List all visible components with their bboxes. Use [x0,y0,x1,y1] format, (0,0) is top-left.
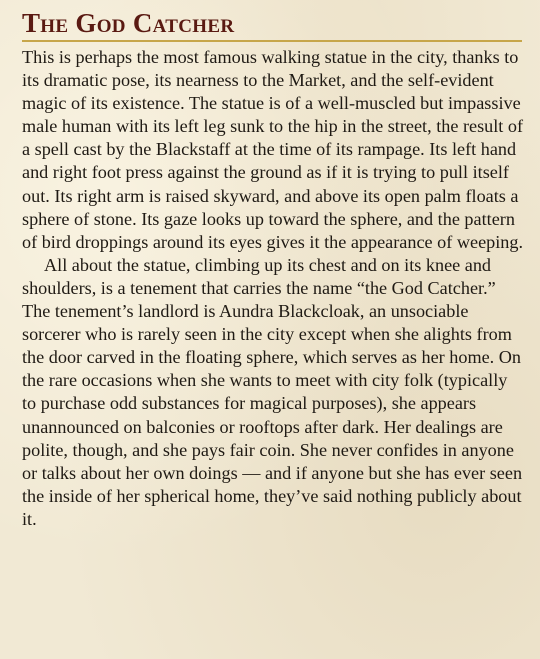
body-paragraph-1: This is perhaps the most famous walking statue in the city, thanks to its dramatic pose, its nearness to the Market, and the self-evident magic of its existence. The statue is of a well-muscled but impassive male human with its left leg sunk to the hip in the street, the result of a spell cast by the Blackstaff at the time of its rampage. Its left hand and right foot press against the ground as if it is trying to pull itself out. Its right arm is raised skyward, and above its open palm floats a sphere of stone. Its gaze looks up toward the sphere, and the pattern of bird droppings around its eyes gives it the appearance of weeping. [22,47,524,252]
title-underline-divider [22,40,522,42]
body-paragraph-2: All about the statue, climbing up its chest and on its knee and shoulders, is a tenement that carries the name “the God Catcher.” The tenement’s landlord is Aundra Blackcloak, an unsociable sorcerer who is rarely seen in the city except when she alights from the door carved in the floating sphere, which serves as her home. On the rare occasions when she wants to meet with city folk (typically to purchase odd substances for magical purposes), she appears unannounced on balconies or rooftops after dark. Her dealings are polite, though, and she pays fair coin. She never confides in anyone or talks about her own doings — and if anyone but she has ever seen the inside of her spherical home, they’ve said nothing publicly about it. [22,254,523,529]
section-title: The God Catcher [22,8,235,38]
